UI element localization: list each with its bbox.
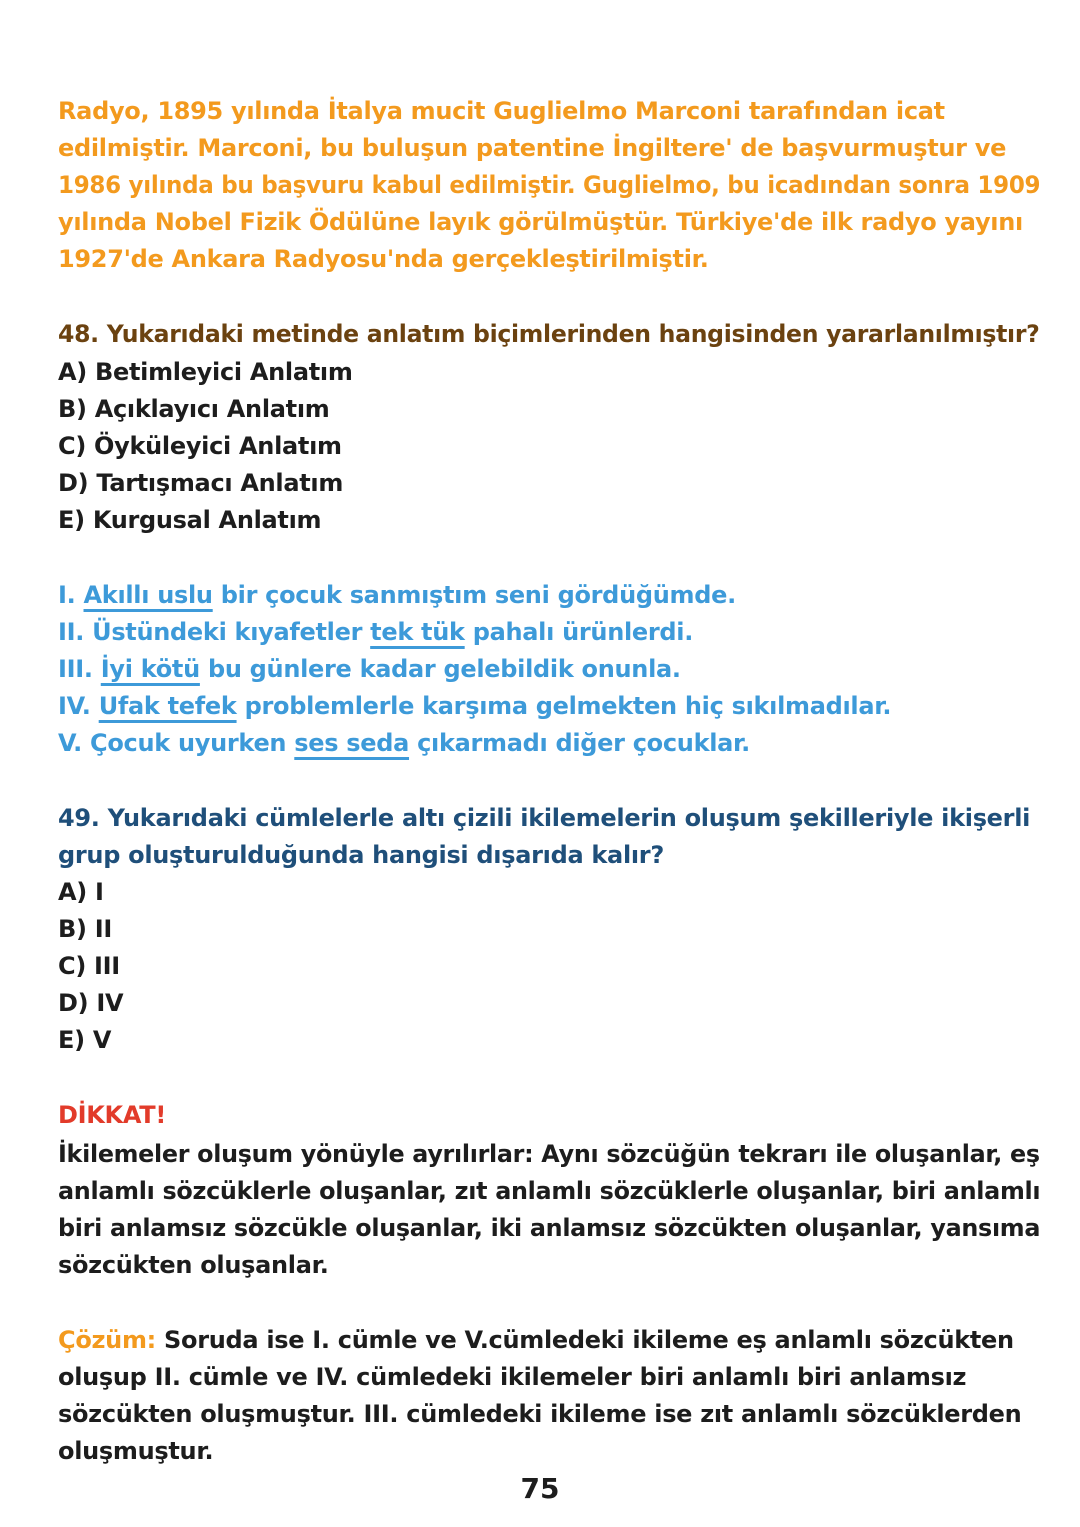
option-e: E) Kurgusal Anlatım [58, 506, 322, 534]
solution-line: sözcükten oluşmuştur. III. cümledeki ikileme ise zıt anlamlı sözcüklerden [58, 1400, 1022, 1428]
sentence-prefix: II. Üstündeki kıyafetler [58, 618, 371, 646]
option-c: C) III [58, 952, 120, 980]
sentence-rest: problemlerle karşıma gelmekten hiç sıkılmadılar. [236, 692, 892, 720]
option-d: D) IV [58, 989, 124, 1017]
intro-line: 1927'de Ankara Radyosu'nda gerçekleştirilmiştir. [58, 245, 709, 273]
underlined-ikileme: Akıllı uslu [83, 581, 213, 609]
question-48-text: 48. Yukarıdaki metinde anlatım biçimlerinden hangisinden yararlanılmıştır? [58, 320, 1040, 348]
solution-first-line [58, 1322, 1014, 1359]
solution-line: oluşmuştur. [58, 1437, 214, 1465]
sentence-3 [58, 651, 681, 688]
dikkat-line: İkilemeler oluşum yönüyle ayrılırlar: Aynı sözcüğün tekrarı ile oluşanlar, eş [58, 1140, 1040, 1168]
dikkat-line: biri anlamsız sözcükle oluşanlar, iki anlamsız sözcükten oluşanlar, yansıma [58, 1214, 1041, 1242]
option-b: B) II [58, 915, 112, 943]
option-a: A) Betimleyici Anlatım [58, 358, 353, 386]
sentence-prefix: I. [58, 581, 84, 609]
sentence-prefix: IV. [58, 692, 99, 720]
option-a: A) I [58, 878, 104, 906]
option-e: E) V [58, 1026, 112, 1054]
solution-label: Çözüm: [58, 1326, 156, 1354]
intro-line: Radyo, 1895 yılında İtalya mucit Guglielmo Marconi tarafından icat [58, 97, 945, 125]
question-49-text: grup oluşturulduğunda hangisi dışarıda kalır? [58, 841, 664, 869]
sentence-rest: bir çocuk sanmıştım seni gördüğümde. [212, 581, 736, 609]
intro-line: edilmiştir. Marconi, bu buluşun patentine İngiltere' de başvurmuştur ve [58, 134, 1007, 162]
sentence-5 [58, 725, 750, 762]
underlined-ikileme: tek tük [370, 618, 465, 646]
solution-line: oluşup II. cümle ve IV. cümledeki ikilemeler biri anlamlı biri anlamsız [58, 1363, 967, 1391]
sentence-rest: çıkarmadı diğer çocuklar. [409, 729, 750, 757]
intro-line: yılında Nobel Fizik Ödülüne layık görülmüştür. Türkiye'de ilk radyo yayını [58, 208, 1023, 236]
sentence-1 [58, 577, 736, 614]
dikkat-title: DİKKAT! [58, 1101, 166, 1129]
option-b: B) Açıklayıcı Anlatım [58, 395, 330, 423]
question-49-text: 49. Yukarıdaki cümlelerle altı çizili ikilemelerin oluşum şekilleriyle ikişerli [58, 804, 1031, 832]
intro-line: 1986 yılında bu başvuru kabul edilmiştir. Guglielmo, bu icadından sonra 1909 [58, 171, 1041, 199]
sentence-prefix: III. [58, 655, 101, 683]
dikkat-line: anlamlı sözcüklerle oluşanlar, zıt anlamlı sözcüklerle oluşanlar, biri anlamlı [58, 1177, 1041, 1205]
option-c: C) Öyküleyici Anlatım [58, 432, 342, 460]
sentence-prefix: V. Çocuk uyurken [58, 729, 295, 757]
underlined-ikileme: İyi kötü [100, 655, 200, 683]
option-d: D) Tartışmacı Anlatım [58, 469, 344, 497]
sentence-rest: pahalı ürünlerdi. [464, 618, 694, 646]
underlined-ikileme: Ufak tefek [98, 692, 237, 720]
dikkat-line: sözcükten oluşanlar. [58, 1251, 329, 1279]
solution-text: Soruda ise I. cümle ve V.cümledeki ikileme eş anlamlı sözcükten [155, 1326, 1014, 1354]
page-number: 75 [520, 1472, 560, 1505]
sentence-4 [58, 688, 891, 725]
sentence-2 [58, 614, 693, 651]
sentence-rest: bu günlere kadar gelebildik onunla. [199, 655, 681, 683]
underlined-ikileme: ses seda [294, 729, 410, 757]
